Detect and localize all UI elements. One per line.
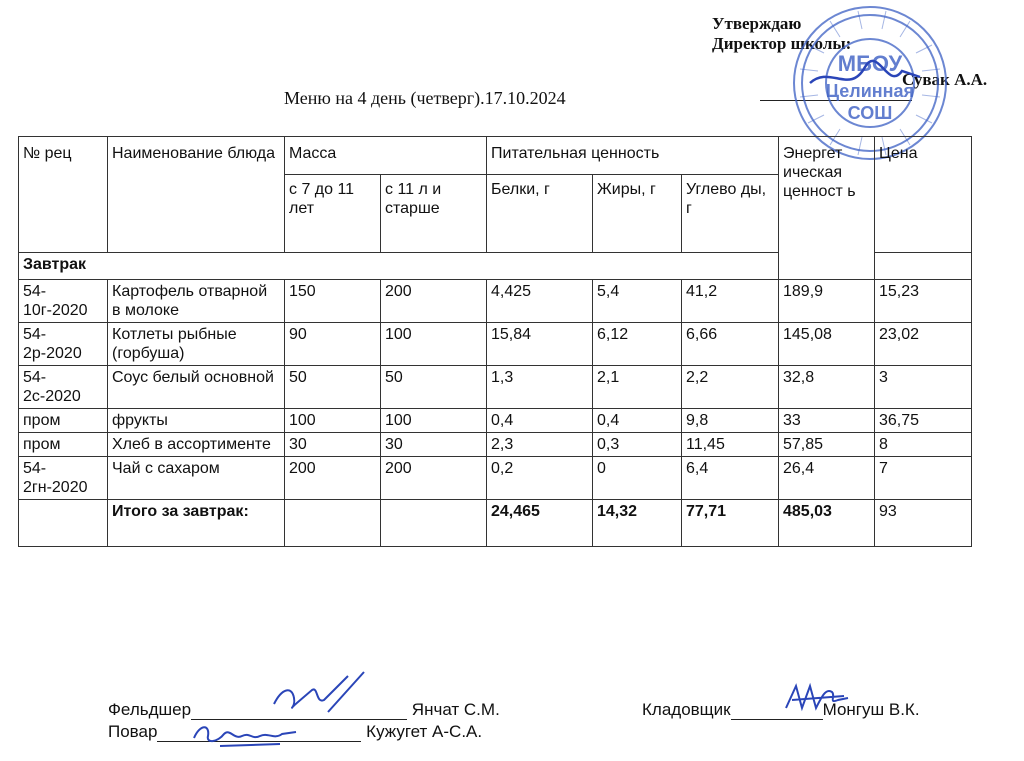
cell-mass-11-plus: 200 — [381, 280, 487, 323]
cell-mass-7-11: 30 — [285, 433, 381, 457]
approval-line-2: Директор школы: — [712, 34, 852, 53]
cell-protein: 15,84 — [487, 323, 593, 366]
cell-carbs: 2,2 — [682, 366, 779, 409]
header-mass: Масса — [285, 137, 487, 175]
cell-recipe-num: 54-2гн-2020 — [19, 457, 108, 500]
cell-mass-7-11: 150 — [285, 280, 381, 323]
cell-protein: 2,3 — [487, 433, 593, 457]
cell-energy: 33 — [779, 409, 875, 433]
cell-energy: 189,9 — [779, 280, 875, 323]
cell-carbs: 11,45 — [682, 433, 779, 457]
total-fat: 14,32 — [593, 500, 682, 547]
cell-mass-11-plus: 100 — [381, 409, 487, 433]
approval-line-1: Утверждаю — [712, 14, 802, 33]
total-price: 93 — [875, 500, 972, 547]
cell-fat: 5,4 — [593, 280, 682, 323]
storekeeper-name: Монгуш В.К. — [822, 700, 920, 719]
cell-recipe-num: пром — [19, 409, 108, 433]
total-energy: 485,03 — [779, 500, 875, 547]
table-row — [19, 409, 972, 433]
cell-energy: 57,85 — [779, 433, 875, 457]
cell-dish-name: Хлеб в ассортименте — [108, 433, 285, 457]
cell-mass-7-11: 90 — [285, 323, 381, 366]
table-row — [19, 366, 972, 409]
cell-price: 3 — [875, 366, 972, 409]
cell-fat: 6,12 — [593, 323, 682, 366]
total-blank — [381, 500, 487, 547]
cook-name: Кужугет А-С.А. — [366, 722, 483, 741]
stamp-line-2: СОШ — [847, 103, 893, 123]
cell-energy: 145,08 — [779, 323, 875, 366]
cell-price: 23,02 — [875, 323, 972, 366]
cell-fat: 2,1 — [593, 366, 682, 409]
cell-fat: 0,3 — [593, 433, 682, 457]
header-mass-7-11: с 7 до 11 лет — [285, 175, 381, 253]
header-price: Цена — [875, 137, 972, 253]
storekeeper-signature-row — [642, 700, 920, 720]
cell-protein: 0,2 — [487, 457, 593, 500]
total-carbs: 77,71 — [682, 500, 779, 547]
cell-dish-name: Чай с сахаром — [108, 457, 285, 500]
cell-energy: 32,8 — [779, 366, 875, 409]
storekeeper-label: Кладовщик — [642, 700, 731, 719]
cell-energy: 26,4 — [779, 457, 875, 500]
cell-dish-name: фрукты — [108, 409, 285, 433]
cell-recipe-num: пром — [19, 433, 108, 457]
header-dish-name: Наименование блюда — [108, 137, 285, 253]
header-mass-11-plus: с 11 л и старше — [381, 175, 487, 253]
total-label: Итого за завтрак: — [108, 500, 285, 547]
total-row — [19, 500, 972, 547]
medic-name: Янчат С.М. — [411, 700, 500, 719]
total-protein: 24,465 — [487, 500, 593, 547]
cell-mass-11-plus: 50 — [381, 366, 487, 409]
cell-mass-11-plus: 30 — [381, 433, 487, 457]
cell-mass-7-11: 100 — [285, 409, 381, 433]
cell-fat: 0 — [593, 457, 682, 500]
medic-signature-icon — [268, 668, 388, 718]
cook-label: Повар — [108, 722, 158, 741]
table-row — [19, 457, 972, 500]
cell-mass-11-plus: 200 — [381, 457, 487, 500]
medic-label: Фельдшер — [108, 700, 192, 719]
stamp-line-1: Целинная — [825, 81, 915, 101]
total-blank — [19, 500, 108, 547]
cell-protein: 0,4 — [487, 409, 593, 433]
header-energy: Энергет ическая ценност ь — [779, 137, 875, 280]
header-recipe-num: № рец — [19, 137, 108, 253]
cell-price: 8 — [875, 433, 972, 457]
header-protein: Белки, г — [487, 175, 593, 253]
cell-carbs: 9,8 — [682, 409, 779, 433]
section-breakfast: Завтрак — [19, 253, 779, 280]
cell-price: 7 — [875, 457, 972, 500]
table-row — [19, 280, 972, 323]
section-price-blank — [875, 253, 972, 280]
header-nutrition: Питательная ценность — [487, 137, 779, 175]
cell-mass-7-11: 200 — [285, 457, 381, 500]
table-row — [19, 323, 972, 366]
cell-dish-name: Соус белый основной — [108, 366, 285, 409]
cell-recipe-num: 54-10г-2020 — [19, 280, 108, 323]
cell-recipe-num: 54-2р-2020 — [19, 323, 108, 366]
storekeeper-signature-icon — [782, 678, 852, 718]
cell-mass-7-11: 50 — [285, 366, 381, 409]
stamp-title: МБОУ — [837, 51, 903, 76]
cell-dish-name: Картофель отварной в молоке — [108, 280, 285, 323]
menu-table — [18, 136, 972, 547]
cell-protein: 1,3 — [487, 366, 593, 409]
cell-dish-name: Котлеты рыбные (горбуша) — [108, 323, 285, 366]
header-row-1 — [19, 137, 972, 175]
total-blank — [285, 500, 381, 547]
cell-carbs: 6,66 — [682, 323, 779, 366]
cell-protein: 4,425 — [487, 280, 593, 323]
header-carbs: Углево ды, г — [682, 175, 779, 253]
cell-mass-11-plus: 100 — [381, 323, 487, 366]
cell-recipe-num: 54-2с-2020 — [19, 366, 108, 409]
cell-price: 15,23 — [875, 280, 972, 323]
cook-signature-icon — [190, 718, 300, 750]
cell-price: 36,75 — [875, 409, 972, 433]
table-row — [19, 433, 972, 457]
cell-carbs: 41,2 — [682, 280, 779, 323]
director-name: Сувак А.А. — [902, 70, 988, 89]
document-title: Меню на 4 день (четверг).17.10.2024 — [284, 88, 566, 108]
header-fat: Жиры, г — [593, 175, 682, 253]
cell-fat: 0,4 — [593, 409, 682, 433]
cell-carbs: 6,4 — [682, 457, 779, 500]
